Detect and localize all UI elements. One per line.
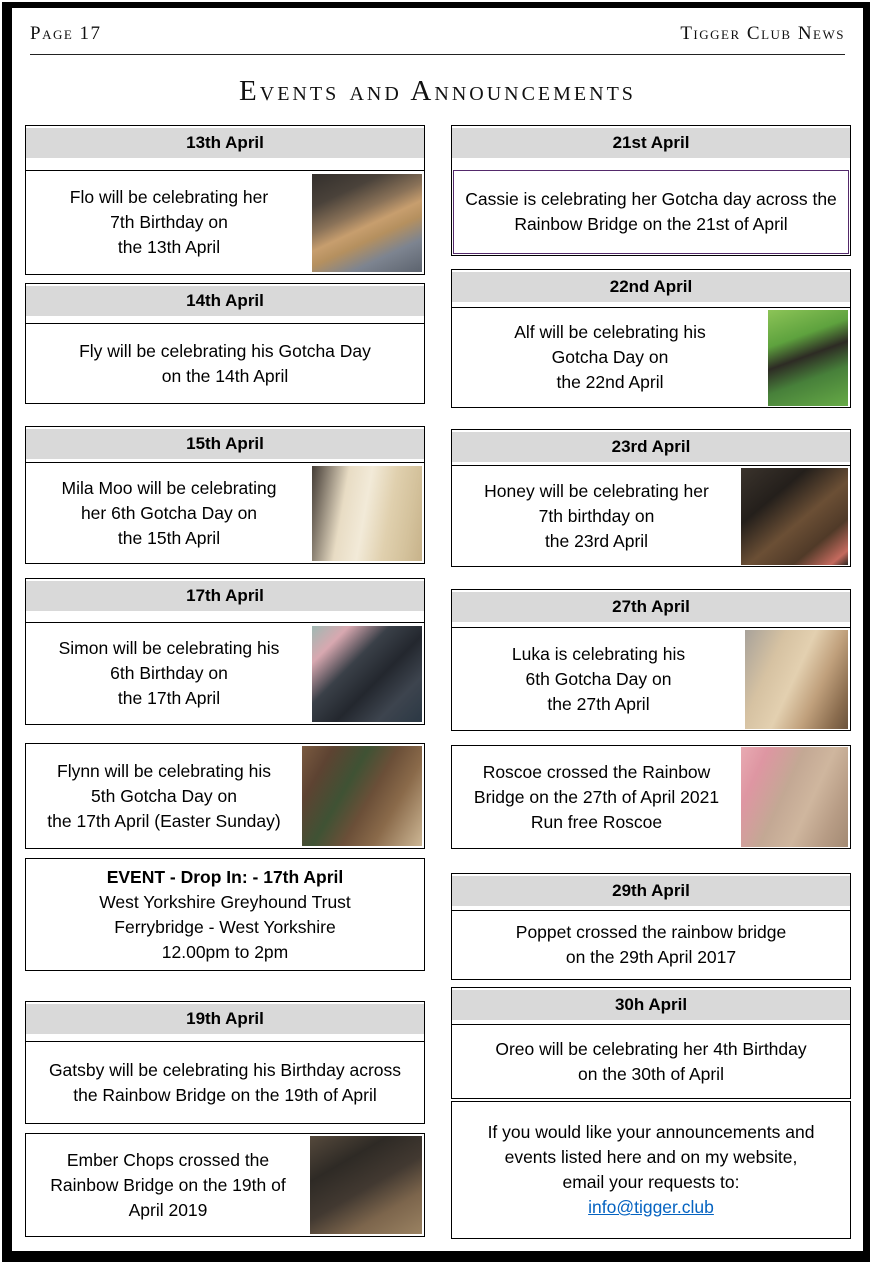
dog-photo-ember: [310, 1136, 422, 1234]
section-29th-april: [451, 873, 851, 980]
date-header: [452, 432, 850, 462]
announcement-luka: [452, 627, 850, 730]
section-21st-april: [451, 125, 851, 256]
section-19th-april: [25, 1001, 425, 1124]
announcement-text: Roscoe crossed the Rainbow Bridge on the 27th of April 2021 Run free Roscoe: [473, 761, 720, 832]
date-header-label: 13th April: [186, 133, 264, 152]
section-14th-april: [25, 283, 425, 404]
announcement-text: Alf will be celebrating his Gotcha Day on the 22nd April: [514, 322, 706, 392]
event-text: EVENT - Drop In: - 17th April West Yorkshire Greyhound Trust Ferrybridge - West Yorkshire 12.00pm to 2pm: [99, 866, 351, 962]
date-header: [26, 1004, 424, 1034]
announcement-alf: [452, 307, 850, 407]
newsletter-title: Tigger Club News: [680, 23, 845, 44]
announcement-flo: [26, 170, 424, 274]
email-link[interactable]: info@tigger.club: [588, 1197, 714, 1217]
left-column: [25, 125, 425, 1239]
page-number: Page 17: [30, 23, 102, 44]
announcement-gatsby: [26, 1041, 424, 1123]
date-header-label: 17th April: [186, 586, 264, 605]
announcement-text: Luka is celebrating his 6th Gotcha Day on the 27th April: [511, 643, 686, 714]
date-header-label: 19th April: [186, 1009, 264, 1028]
announcement-cassie: [453, 170, 849, 254]
announcement-text: Flynn will be celebrating his 5th Gotcha Day on the 17th April (Easter Sunday): [47, 760, 281, 831]
announcement-roscoe: [451, 745, 851, 849]
section-13th-april: [25, 125, 425, 275]
dog-photo-honey: [741, 468, 848, 565]
date-header-label: 14th April: [186, 291, 264, 310]
date-header-label: 23rd April: [611, 437, 691, 456]
date-header-label: 21st April: [612, 133, 690, 152]
date-header-label: 27th April: [612, 597, 690, 616]
announcement-honey: [452, 465, 850, 566]
date-header-label: 22nd April: [609, 277, 693, 296]
announcement-text: Gatsby will be celebrating his Birthday across the Rainbow Bridge on the 19th of April: [48, 1059, 402, 1105]
section-22nd-april: [451, 269, 851, 408]
announcement-simon: [26, 622, 424, 724]
section-23rd-april: [451, 429, 851, 567]
date-header-label: 15th April: [186, 434, 264, 453]
announcement-flynn: [25, 743, 425, 849]
date-header: [452, 876, 850, 906]
section-15th-april: [25, 426, 425, 564]
page-frame: [2, 2, 870, 1262]
date-header: [452, 592, 850, 622]
announcement-ember-chops: [25, 1133, 425, 1237]
dog-photo-alf: [768, 310, 848, 406]
announcement-text: Cassie is celebrating her Gotcha day across the Rainbow Bridge on the 21st of April: [465, 189, 837, 234]
columns: [12, 125, 861, 1239]
section-30th-april: [451, 987, 851, 1099]
dog-photo-mila: [312, 466, 422, 561]
announcement-text: Fly will be celebrating his Gotcha Day on the 14th April: [79, 340, 371, 386]
announcement-text: Flo will be celebrating her 7th Birthday on the 13th April: [69, 187, 269, 257]
dog-photo-roscoe: [741, 747, 848, 847]
date-header: [26, 128, 424, 158]
masthead-divider: [30, 54, 845, 55]
announcement-oreo: [452, 1024, 850, 1098]
masthead: [12, 8, 861, 108]
contact-box: [451, 1101, 851, 1239]
contact-text: If you would like your announcements and events listed here and on my website, email your requests to: info@tigger.club: [487, 1122, 815, 1217]
announcement-text: Poppet crossed the rainbow bridge on the 29th April 2017: [515, 922, 787, 967]
dog-photo-simon: [312, 626, 422, 722]
date-header: [452, 272, 850, 302]
dog-photo-flynn: [302, 746, 422, 846]
event-drop-in: [25, 858, 425, 971]
dog-photo-luka: [745, 630, 848, 729]
announcement-poppet: [452, 910, 850, 979]
date-header-label: 30h April: [614, 995, 688, 1014]
announcement-text: Honey will be celebrating her 7th birthday on the 23rd April: [484, 480, 709, 551]
date-header: [452, 128, 850, 158]
announcement-text: Oreo will be celebrating her 4th Birthday on the 30th of April: [495, 1038, 807, 1084]
date-header-label: 29th April: [612, 881, 690, 900]
announcement-mila-moo: [26, 462, 424, 563]
section-17th-april: [25, 578, 425, 725]
announcement-text: Simon will be celebrating his 6th Birthday on the 17th April: [58, 638, 280, 708]
newsletter-page: [12, 8, 864, 1252]
date-header: [452, 990, 850, 1020]
right-column: [451, 125, 851, 1239]
page-title: Events and Announcements: [239, 75, 636, 107]
announcement-text: Mila Moo will be celebrating her 6th Gotcha Day on the 15th April: [61, 477, 277, 548]
announcement-text: Ember Chops crossed the Rainbow Bridge on the 19th of April 2019: [50, 1149, 286, 1220]
date-header: [26, 286, 424, 316]
date-header: [26, 429, 424, 459]
date-header: [26, 581, 424, 611]
announcement-fly: [26, 323, 424, 403]
dog-photo-flo: [312, 174, 422, 272]
section-27th-april: [451, 589, 851, 731]
